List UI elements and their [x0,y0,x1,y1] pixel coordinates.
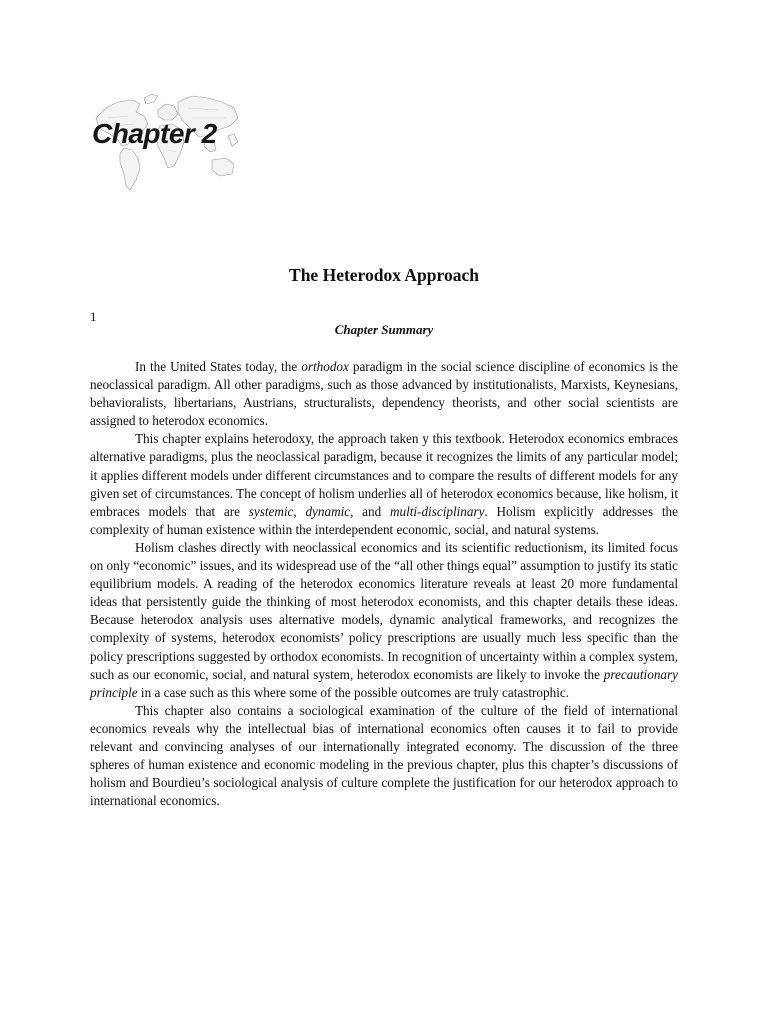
summary-body [90,358,678,810]
emphasized-term: multi-disciplinary [389,503,485,519]
text-run: In the United States today, the [135,359,302,374]
chapter-label: Chapter 2 [92,118,217,149]
text-run: paradigm in the social science discipline of economics is the neoclassical paradigm. All other paradigms, such as those advanced by institutionalists, Marxists, Keynesians, behavioralists, libertarians, Austrians, structuralists, dependency theorists, and other social scientists are assigned to heterodox economics. [90,359,679,429]
emphasized-term: systemic [248,503,294,519]
summary-paragraph-4 [90,702,678,811]
emphasized-term: precautionary principle [90,666,678,700]
summary-paragraph-3 [90,539,678,702]
text-run: , and [350,503,390,519]
emphasized-term: dynamic [305,503,351,519]
text-run: in a case such as this where some of the possible outcomes are truly catastrophic. [137,684,570,700]
summary-heading: Chapter Summary [334,322,434,337]
summary-paragraph-1 [90,358,678,430]
text-run: This chapter also contains a sociological examination of the culture of the field of international economics reveals why the intellectual bias of international economics often causes it to fail to provide relevant and convincing analyses of our internationally integrated economy. The discussion of the three spheres of human existence and economic modeling in the previous chapter, plus this chapter’s discussions of holism and Bourdieu’s sociological analysis of culture complete the justification for our heterodox approach to international economics. [90,702,678,809]
page-title: The Heterodox Approach [289,265,479,285]
summary-paragraph-2 [90,430,678,539]
page-number: 1 [90,309,97,324]
chapter-header [88,88,248,198]
emphasized-term: orthodox [301,359,349,374]
text-run: This chapter explains heterodoxy, the approach taken y this textbook. Heterodox economics embraces alternative paradigms, plus the neoclassical paradigm, because it recognizes the limits of any particular model; it applies different models under different circumstances and to compare the results of different models for any given set of circumstances. The concept of holism underlies all of heterodox economics because, like holism, it embraces models that are [90,431,678,519]
text-run: . Holism explicitly addresses the complexity of human existence within the interdependent economic, social, and natural systems. [90,503,679,537]
text-run: , [293,503,306,519]
text-run: Holism clashes directly with neoclassical economics and its scientific reductionism, its limited focus on only “economic” issues, and its widespread use of the “all other things equal” assumption to justify its static equilibrium models. A reading of the heterodox economics literature reveals at least 20 more fundamental ideas that persistently guide the thinking of most heterodox economists, and this chapter details these ideas. Because heterodox analysis uses alternative models, dynamic analytical frameworks, and recognizes the complexity of systems, heterodox economists’ policy prescriptions are usually much less specific than the policy prescriptions suggested by orthodox economists. In recognition of uncertainty within a complex system, such as our economic, social, and natural system, heterodox economists are likely to invoke the [90,539,678,682]
